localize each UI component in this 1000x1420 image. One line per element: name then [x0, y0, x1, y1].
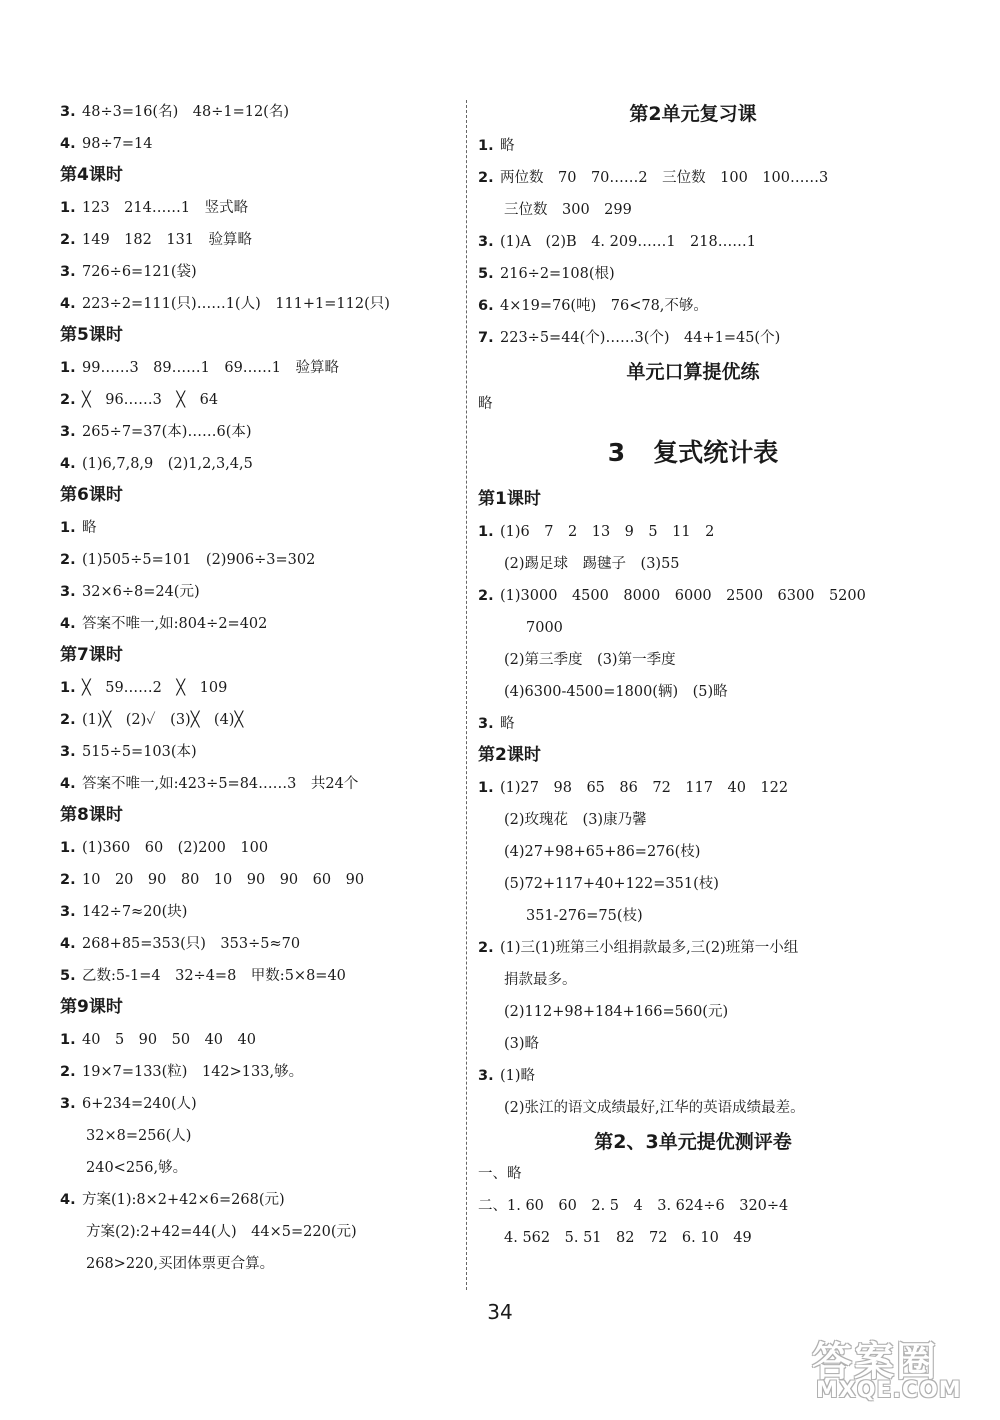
item-text: (1)360 60 (2)200 100	[82, 840, 269, 856]
answer-item	[60, 672, 450, 704]
answer-item	[60, 192, 450, 224]
item-text: 略	[500, 716, 515, 732]
answer-continuation: 7000	[526, 620, 563, 636]
item-text: 123 214……1 竖式略	[82, 200, 249, 216]
answer-item	[478, 290, 908, 322]
item-number: 2.	[60, 1064, 76, 1080]
lesson-heading: 第5课时	[60, 325, 123, 345]
item-number: 4.	[60, 296, 76, 312]
unit-heading: 第2单元复习课	[629, 103, 757, 125]
item-number: 1.	[60, 360, 76, 376]
item-number: 2.	[60, 712, 76, 728]
item-text: 149 182 131 验算略	[82, 232, 253, 248]
answer-continuation: (2)第三季度 (3)第一季度	[504, 652, 676, 668]
item-text: 乙数:5-1=4 32÷4=8 甲数:5×8=40	[82, 968, 346, 984]
item-text: (1)略	[500, 1068, 536, 1084]
answer-item	[478, 322, 908, 354]
watermark-logo	[806, 1330, 986, 1410]
answer-continuation: 4. 562 5. 51 82 72 6. 10 49	[504, 1230, 752, 1246]
answer-item	[60, 288, 450, 320]
answer-item	[60, 576, 450, 608]
answer-item	[478, 772, 908, 804]
item-text: 19×7=133(粒) 142>133,够。	[82, 1064, 304, 1080]
answer-continuation: 捐款最多。	[504, 972, 577, 988]
item-text: (1)27 98 65 86 72 117 40 122	[500, 780, 789, 796]
answer-item	[60, 96, 450, 128]
item-text: 4×19=76(吨) 76<78,不够。	[500, 298, 708, 314]
answer-continuation: 240<256,够。	[86, 1160, 188, 1176]
item-text: ╳ 59……2 ╳ 109	[82, 680, 228, 696]
item-number: 3.	[60, 744, 76, 760]
answer-item	[478, 162, 908, 194]
answer-continuation: 方案(2):2+42=44(人) 44×5=220(元)	[86, 1224, 357, 1240]
item-number: 2.	[478, 588, 494, 604]
answer-item	[60, 224, 450, 256]
item-number: 1.	[478, 138, 494, 154]
item-text: (1)A (2)B 4. 209……1 218……1	[500, 234, 756, 250]
answer-item	[60, 1184, 450, 1216]
item-number: 4.	[60, 776, 76, 792]
item-text: 略	[500, 138, 515, 154]
item-number: 1.	[60, 680, 76, 696]
item-text: 265÷7=37(本)……6(本)	[82, 424, 252, 440]
answer-item	[478, 516, 908, 548]
answer-line: 略	[478, 396, 493, 412]
answer-item	[60, 704, 450, 736]
answer-item	[60, 736, 450, 768]
answer-item	[60, 960, 450, 992]
answer-item	[60, 384, 450, 416]
item-number: 2.	[478, 170, 494, 186]
watermark-url: MXQE.COM	[816, 1378, 962, 1403]
column-divider	[466, 100, 467, 1290]
item-number: 1.	[60, 840, 76, 856]
item-text: 6+234=240(人)	[82, 1096, 197, 1112]
lesson-heading: 第8课时	[60, 805, 123, 825]
watermark-logo-text: 答案圈	[812, 1339, 938, 1385]
item-text: 726÷6=121(袋)	[82, 264, 197, 280]
left-column	[60, 96, 450, 1280]
item-number: 6.	[478, 298, 494, 314]
answer-item	[60, 544, 450, 576]
item-text: 答案不唯一,如:423÷5=84……3 共24个	[82, 776, 359, 792]
item-number: 3.	[478, 716, 494, 732]
item-number: 1.	[478, 780, 494, 796]
item-text: 223÷2=111(只)……1(人) 111+1=112(只)	[82, 296, 390, 312]
right-column	[478, 96, 908, 1254]
lesson-heading: 第9课时	[60, 997, 123, 1017]
page-number: 34	[487, 1300, 513, 1324]
item-text: 142÷7≈20(块)	[82, 904, 188, 920]
answer-continuation: 三位数 300 299	[504, 202, 632, 218]
item-text: (1)6,7,8,9 (2)1,2,3,4,5	[82, 456, 253, 472]
item-text: 40 5 90 50 40 40	[82, 1032, 256, 1048]
answer-line: 二、1. 60 60 2. 5 4 3. 624÷6 320÷4	[478, 1198, 789, 1214]
answer-item	[478, 258, 908, 290]
item-number: 3.	[60, 264, 76, 280]
item-number: 5.	[60, 968, 76, 984]
answer-item	[478, 1060, 908, 1092]
answer-item	[60, 128, 450, 160]
lesson-heading: 第2课时	[478, 745, 541, 765]
item-text: 方案(1):8×2+42×6=268(元)	[82, 1192, 285, 1208]
answer-item	[478, 226, 908, 258]
item-number: 4.	[60, 1192, 76, 1208]
answer-item	[60, 928, 450, 960]
item-number: 2.	[60, 552, 76, 568]
item-text: (1)6 7 2 13 9 5 11 2	[500, 524, 715, 540]
item-text: 223÷5=44(个)……3(个) 44+1=45(个)	[500, 330, 781, 346]
item-text: 32×6÷8=24(元)	[82, 584, 200, 600]
answer-item	[60, 864, 450, 896]
answer-item	[60, 1056, 450, 1088]
lesson-heading: 第6课时	[60, 485, 123, 505]
item-number: 3.	[478, 234, 494, 250]
item-text: 两位数 70 70……2 三位数 100 100……3	[500, 170, 829, 186]
item-number: 2.	[478, 940, 494, 956]
item-text: 10 20 90 80 10 90 90 60 90	[82, 872, 365, 888]
answer-item	[60, 832, 450, 864]
item-number: 3.	[60, 104, 76, 120]
item-text: 99……3 89……1 69……1 验算略	[82, 360, 340, 376]
item-number: 3.	[60, 424, 76, 440]
answer-item	[60, 1088, 450, 1120]
answer-item	[60, 512, 450, 544]
answer-item	[60, 768, 450, 800]
lesson-heading: 第7课时	[60, 645, 123, 665]
item-number: 1.	[60, 520, 76, 536]
answer-continuation: (4)27+98+65+86=276(枝)	[504, 844, 701, 860]
item-text: 答案不唯一,如:804÷2=402	[82, 616, 268, 632]
chapter-number: 3	[607, 438, 626, 467]
answer-continuation: 32×8=256(人)	[86, 1128, 192, 1144]
answer-continuation: (5)72+117+40+122=351(枝)	[504, 876, 719, 892]
item-text: (1)╳ (2)✓ (3)╳ (4)╳	[82, 712, 244, 728]
item-number: 5.	[478, 266, 494, 282]
answer-item	[60, 448, 450, 480]
item-text: (1)505÷5=101 (2)906÷3=302	[82, 552, 316, 568]
answer-line: 一、略	[478, 1166, 522, 1182]
answer-item	[60, 352, 450, 384]
answer-item	[60, 416, 450, 448]
item-number: 1.	[60, 200, 76, 216]
item-number: 3.	[60, 904, 76, 920]
answer-item	[478, 932, 908, 964]
answer-continuation: 351-276=75(枝)	[526, 908, 643, 924]
unit-heading: 第2、3单元提优测评卷	[594, 1131, 792, 1153]
item-number: 1.	[478, 524, 494, 540]
item-text: 略	[82, 520, 97, 536]
answer-item	[60, 1024, 450, 1056]
answer-continuation: (3)略	[504, 1036, 540, 1052]
item-text: ╳ 96……3 ╳ 64	[82, 392, 219, 408]
chapter-heading	[478, 424, 908, 484]
lesson-heading: 第4课时	[60, 165, 123, 185]
answer-continuation: (2)玫瑰花 (3)康乃馨	[504, 812, 647, 828]
answer-continuation: (2)张江的语文成绩最好,江华的英语成绩最差。	[504, 1100, 805, 1116]
item-text: 98÷7=14	[82, 136, 153, 152]
unit-heading: 单元口算提优练	[626, 361, 760, 383]
answer-item	[478, 708, 908, 740]
item-text: 48÷3=16(名) 48÷1=12(名)	[82, 104, 289, 120]
answer-continuation: (4)6300-4500=1800(辆) (5)略	[504, 684, 728, 700]
item-number: 3.	[60, 1096, 76, 1112]
item-number: 2.	[60, 392, 76, 408]
answer-item	[60, 608, 450, 640]
answer-item	[60, 896, 450, 928]
item-number: 2.	[60, 872, 76, 888]
answer-continuation: (2)112+98+184+166=560(元)	[504, 1004, 729, 1020]
item-text: 515÷5=103(本)	[82, 744, 197, 760]
item-number: 7.	[478, 330, 494, 346]
item-number: 4.	[60, 456, 76, 472]
item-text: (1)3000 4500 8000 6000 2500 6300 5200	[500, 588, 866, 604]
item-number: 4.	[60, 136, 76, 152]
answer-item	[478, 580, 908, 612]
answer-continuation: 268>220,买团体票更合算。	[86, 1256, 275, 1272]
lesson-heading: 第1课时	[478, 489, 541, 509]
item-text: 268+85=353(只) 353÷5≈70	[82, 936, 301, 952]
item-number: 4.	[60, 616, 76, 632]
item-number: 1.	[60, 1032, 76, 1048]
item-text: (1)三(1)班第三小组捐款最多,三(2)班第一小组	[500, 940, 799, 956]
item-number: 3.	[478, 1068, 494, 1084]
answer-continuation: (2)踢足球 踢毽子 (3)55	[504, 556, 680, 572]
item-number: 4.	[60, 936, 76, 952]
item-number: 2.	[60, 232, 76, 248]
item-text: 216÷2=108(根)	[500, 266, 615, 282]
answer-item	[478, 130, 908, 162]
item-number: 3.	[60, 584, 76, 600]
answer-item	[60, 256, 450, 288]
chapter-title-text: 复式统计表	[653, 438, 779, 467]
